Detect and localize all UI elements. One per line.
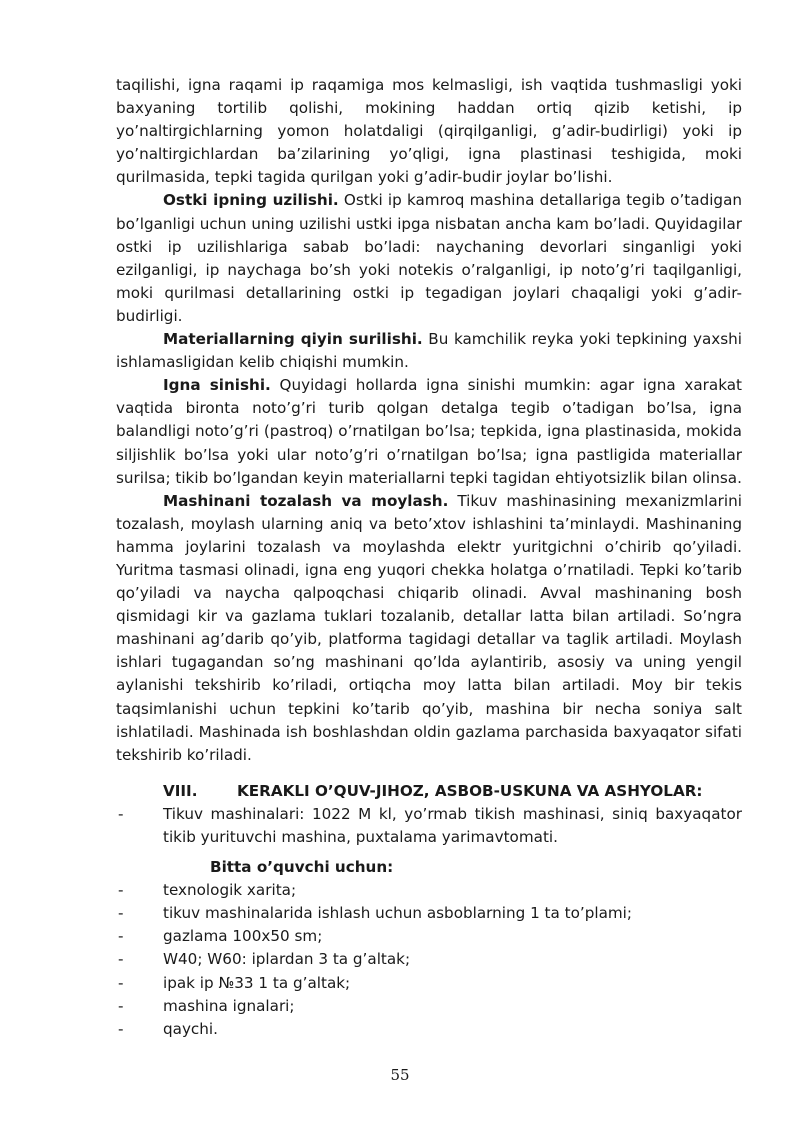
list-dash: -	[118, 1019, 124, 1038]
list-item	[116, 972, 742, 995]
list-item-text: ipak ip №33 1 ta g’altak;	[163, 973, 351, 992]
per-student-heading: Bitta o’quvchi uchun:	[210, 858, 394, 877]
section-title: KERAKLI O’QUV-JIHOZ, ASBOB-USKUNA VA ASHYOLAR:	[237, 781, 703, 800]
list-item-text: qaychi.	[163, 1019, 218, 1038]
list-item	[116, 1018, 742, 1041]
page-content	[116, 74, 742, 1041]
list-dash: -	[118, 881, 124, 900]
paragraph-text: Tikuv mashinasining mexanizmlarini tozalash, moylash ularning aniq va beto’xtov ishlashini ta’minlaydi. Mashinaning hamma joylarini tozalash va moylashda elektr yuritgichni o’chirib qo’yiladi. Yuritma tasmasi olinadi, igna eng yuqori chekka holatga o’rnatiladi. Tepki ko’tarib qo’yiladi va naycha qalpoqchasi chiqarib olinadi. Avval mashinaning bosh qismidagi kir va gazlama tuklari tozalanib, detallar latta bilan artiladi. So’ngra mashinani ag’darib qo’yib, platforma tagidagi detallar va taglik artiladi. Moylash ishlari tugagandan so’ng mashinani qo’lda aylantirib, asosiy va uning yengil aylanishi tekshirib ko’riladi, ortiqcha moy latta bilan artiladi. Moy bir tekis taqsimlanishi uchun tepkini ko’tarib qo’yib, mashina bir necha soniya salt ishlatiladi. Mashinada ish boshlashdan oldin gazlama parchasida baxyaqator sifati tekshirib ko’riladi.	[116, 491, 742, 764]
list-dash: -	[118, 804, 124, 823]
list-item-text: gazlama 100x50 sm;	[163, 927, 323, 946]
paragraph-text: Quyidagi hollarda igna sinishi mumkin: agar igna xarakat vaqtida bironta noto’g’ri turib qolgan detalga tegib o’tadigan bo’lsa, igna balandligi noto’g’ri (pastroq) o’rnatilgan bo’lsa; tepkida, igna plastinasida, mokida siljishlik bo’lsa yoki ular noto’g’ri o’rnatilgan bo’lsa; igna pastligida materiallar surilsa; tikib bo’lgandan keyin materiallarni tepki tagidan ehtiyotsizlik bilan olinsa.	[116, 376, 742, 487]
list-item-text: tikuv mashinalarida ishlash uchun asboblarning 1 ta to’plami;	[163, 904, 633, 923]
paragraph-title: Ostki ipning uzilishi.	[163, 191, 339, 210]
list-dash: -	[118, 950, 124, 969]
list-dash: -	[118, 973, 124, 992]
paragraph-title: Materiallarning qiyin surilishi.	[163, 330, 423, 349]
list-item	[116, 879, 742, 902]
per-student-list	[116, 879, 742, 1041]
list-item-text: mashina ignalari;	[163, 996, 295, 1015]
list-dash: -	[118, 996, 124, 1015]
page-number: 55	[390, 1066, 410, 1084]
list-item	[116, 902, 742, 925]
list-item	[116, 803, 742, 849]
paragraph-material-feed	[116, 328, 742, 374]
paragraph-text: Bu kamchilik reyka yoki tepkining yaxshi ishlamasligidan kelib chiqishi mumkin.	[116, 330, 742, 372]
paragraph-continuation: taqilishi, igna raqami ip raqamiga mos kelmasligi, ish vaqtida tushmasligi yoki baxyaning tortilib qolishi, mokining haddan ortiq qizib ketishi, ip yo’naltirgichlarning yomon holatdaligi (qirqilganligi, g’adir-budirligi) yoki ip yo’naltirgichlardan ba’zilarining yo’qligi, igna plastinasi teshigida, moki qurilmasida, tepki tagida qurilgan yoki g’adir-budir joylar bo’lishi.	[116, 76, 742, 187]
paragraph-text: Ostki ip kamroq mashina detallariga tegib o’tadigan bo’lganligi uchun uning uzilishi ustki ipga nisbatan ancha kam bo’ladi. Quyidagilar ostki ip uzilishlariga sabab bo’ladi: naychaning devorlari singanligi yoki ezilganligi, ip naychaga bo’sh yoki notekis o’ralganligi, ip noto’g’ri taqilganligi, moki qurilmasi detallarining ostki ip tegadigan joylari chaqaligi yoki g’adir-budirligi.	[116, 191, 743, 325]
section-number: VIII.	[163, 781, 198, 800]
list-item-text: Tikuv mashinalari: 1022 M kl, yo’rmab tikish mashinasi, siniq baxyaqator tikib yurituvchi mashina, puxtalama yarimavtomati.	[163, 804, 742, 846]
section-heading	[116, 780, 742, 803]
paragraph-title: Mashinani tozalash va moylash.	[163, 491, 449, 510]
list-item	[116, 925, 742, 948]
list-item	[116, 948, 742, 971]
paragraph-cleaning-oiling	[116, 490, 742, 767]
paragraph-lower-thread-break	[116, 189, 742, 328]
list-dash: -	[118, 927, 124, 946]
list-dash: -	[118, 904, 124, 923]
list-item-text: texnologik xarita;	[163, 881, 297, 900]
list-item-text: W40; W60: iplardan 3 ta g’altak;	[163, 950, 411, 969]
paragraph-title: Igna sinishi.	[163, 376, 271, 395]
list-item	[116, 995, 742, 1018]
paragraph-needle-break	[116, 374, 742, 489]
